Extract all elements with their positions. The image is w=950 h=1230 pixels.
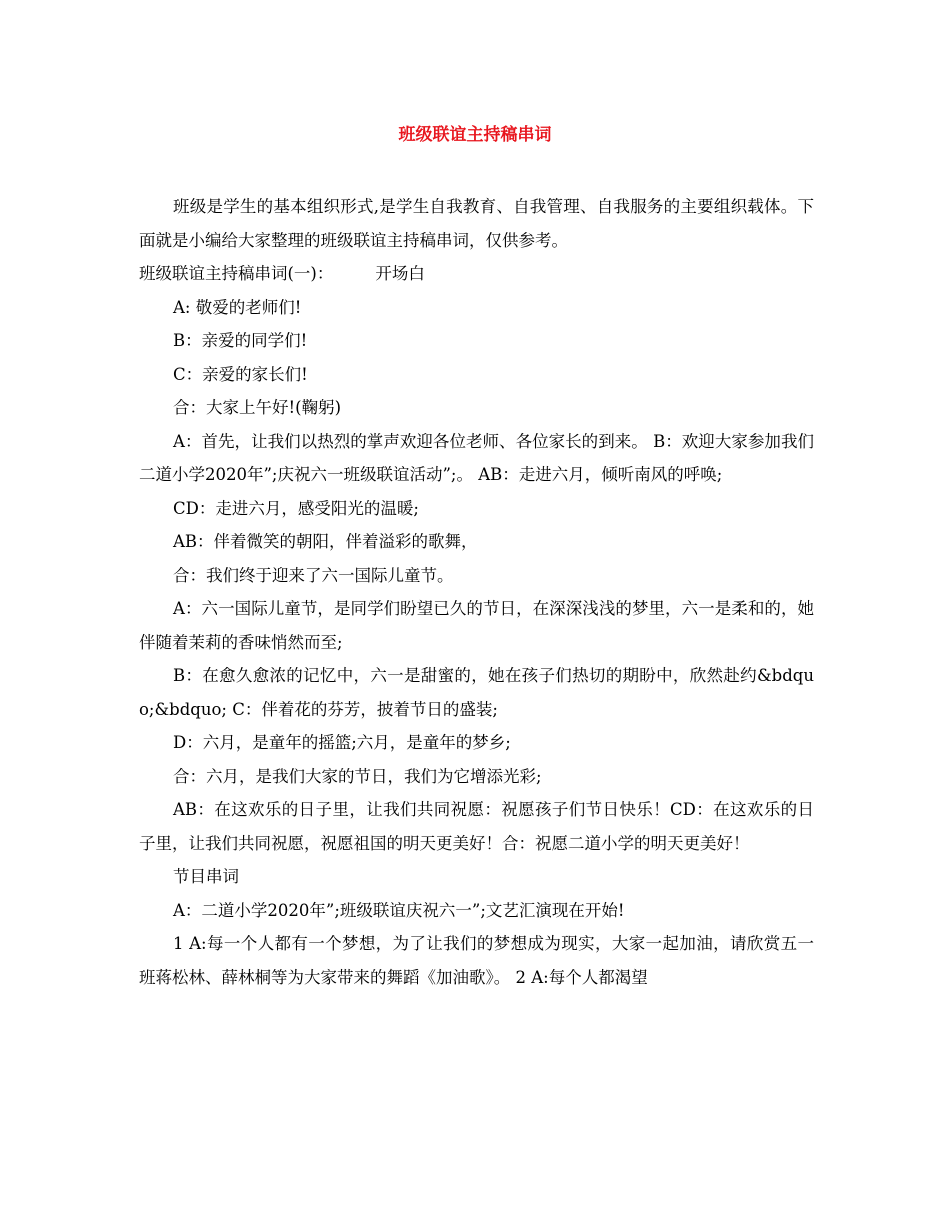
paragraph: B：亲爱的同学们! xyxy=(173,331,308,350)
paragraph: AB：在这欢乐的日子里，让我们共同祝愿：祝愿孩子们节日快乐！CD：在这欢乐的日子里，让我们共同祝愿，祝愿祖国的明天更美好！合：祝愿二道小学的明天更美好！ xyxy=(139,800,814,853)
paragraph: C：亲爱的家长们! xyxy=(173,364,308,384)
document-title: 班级联谊主持稿串词 xyxy=(398,125,552,145)
paragraph: 合：六月，是我们大家的节日，我们为它增添光彩; xyxy=(173,766,542,786)
paragraph: 1 A:每一个人都有一个梦想，为了让我们的梦想成为现实，大家一起加油，请欣赏五一班蒋松林、薛林桐等为大家带来的舞蹈《加油歌》。 2 A:每个人都渴望 xyxy=(139,934,814,987)
paragraph: A：六一国际儿童节，是同学们盼望已久的节日，在深深浅浅的梦里，六一是柔和的，她伴随着茉莉的香味悄然而至; xyxy=(139,599,814,652)
document-body xyxy=(139,190,814,994)
paragraph: 合：我们终于迎来了六一国际儿童节。 xyxy=(173,565,454,585)
paragraph: A：二道小学2020年”;班级联谊庆祝六一”;文艺汇演现在开始! xyxy=(173,900,625,920)
section-heading: 节目串词 xyxy=(173,867,239,886)
paragraph: CD：走进六月，感受阳光的温暖; xyxy=(173,498,419,518)
paragraph: A：首先，让我们以热烈的掌声欢迎各位老师、各位家长的到来。 B：欢迎大家参加我们二道小学2020年”;庆祝六一班级联谊活动”;。 AB：走进六月，倾听南风的呼唤; xyxy=(139,431,814,484)
paragraph: A: 敬爱的老师们! xyxy=(173,297,302,317)
paragraph: AB：伴着微笑的朝阳，伴着溢彩的歌舞， xyxy=(173,532,478,551)
paragraph: B：在愈久愈浓的记忆中，六一是甜蜜的，她在孩子们热切的期盼中，欣然赴约&bdquo;&bdquo; C：伴着花的芬芳，披着节日的盛装; xyxy=(139,666,814,719)
section-heading: 班级联谊主持稿串词(一)： 开场白 xyxy=(139,264,425,283)
paragraph: 合：大家上午好!(鞠躬) xyxy=(173,398,342,417)
paragraph: 班级是学生的基本组织形式,是学生自我教育、自我管理、自我服务的主要组织载体。下面就是小编给大家整理的班级联谊主持稿串词，仅供参考。 xyxy=(139,197,814,250)
paragraph: D：六月，是童年的摇篮;六月，是童年的梦乡; xyxy=(173,733,511,752)
